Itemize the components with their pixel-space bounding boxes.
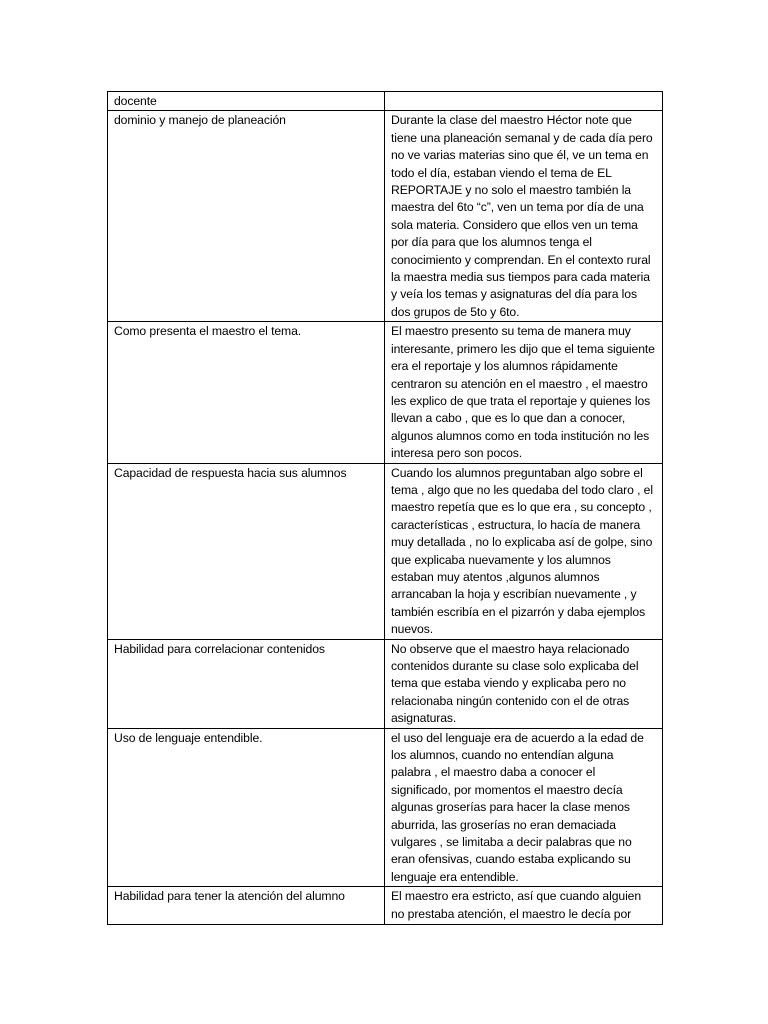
criterion-cell: Como presenta el maestro el tema. (108, 322, 385, 463)
table-row (108, 639, 663, 728)
table-row (108, 887, 663, 925)
criterion-cell: dominio y manejo de planeación (108, 111, 385, 322)
observation-cell: Cuando los alumnos preguntaban algo sobre el tema , algo que no les quedaba del todo claro , el maestro repetía que es lo que era , su concepto , características , estructura, lo hacía de manera muy detallada , no lo explicaba así de golpe, sino que explicaba nuevamente y los alumnos estaban muy atentos ,algunos alumnos arrancaban la hoja y escribían nuevamente , y también escribía en el pizarrón y daba ejemplos nuevos. (385, 463, 663, 639)
observation-cell (385, 887, 663, 925)
observation-table (107, 91, 663, 925)
table-row (108, 728, 663, 887)
observation-cell: No observe que el maestro haya relacionado contenidos durante su clase solo explicaba del tema que estaba viendo y explicaba pero no relacionaba ningún contenido con el de otras asignaturas. (385, 639, 663, 728)
criterion-cell: Capacidad de respuesta hacia sus alumnos (108, 463, 385, 639)
criterion-text: Habilidad para tener la atención del alumno (114, 889, 345, 904)
criterion-cell: docente (108, 92, 385, 111)
criterion-cell: Habilidad para correlacionar contenidos (108, 639, 385, 728)
observation-cell: El maestro presento su tema de manera muy interesante, primero les dijo que el tema siguiente era el reportaje y los alumnos rápidamente centraron su atención en el maestro , el maestro les explico de que trata el reportaje y quienes los llevan a cabo , que es lo que dan a conocer, algunos alumnos como en toda institución no les interesa pero son pocos. (385, 322, 663, 463)
table-row (108, 111, 663, 322)
table-row (108, 463, 663, 639)
table-row (108, 92, 663, 111)
observation-cell: Durante la clase del maestro Héctor note que tiene una planeación semanal y de cada día pero no ve varias materias sino que él, ve un tema en todo el día, estaban viendo el tema de EL REPORTAJE y no solo el maestro también la maestra del 6to “c”, ven un tema por día de una sola materia. Considero que ellos ven un tema por día para que los alumnos tenga el conocimiento y comprendan. En el contexto rural la maestra media sus tiempos para cada materia y veía los temas y asignaturas del día para los dos grupos de 5to y 6to. (385, 111, 663, 322)
criterion-cell: Uso de lenguaje entendible. (108, 728, 385, 887)
observation-cell: el uso del lenguaje era de acuerdo a la edad de los alumnos, cuando no entendían alguna palabra , el maestro daba a conocer el significado, por momentos el maestro decía algunas groserías para hacer la clase menos aburrida, las groserías no eran demaciada vulgares , se limitaba a decir palabras que no eran ofensivas, cuando estaba explicando su lenguaje era entendible. (385, 728, 663, 887)
criterion-cell (108, 887, 385, 925)
table-row (108, 322, 663, 463)
observation-cell (385, 92, 663, 111)
observation-text: El maestro era estricto, así que cuando alguien no prestaba atención, el maestro le decía por (391, 889, 642, 921)
